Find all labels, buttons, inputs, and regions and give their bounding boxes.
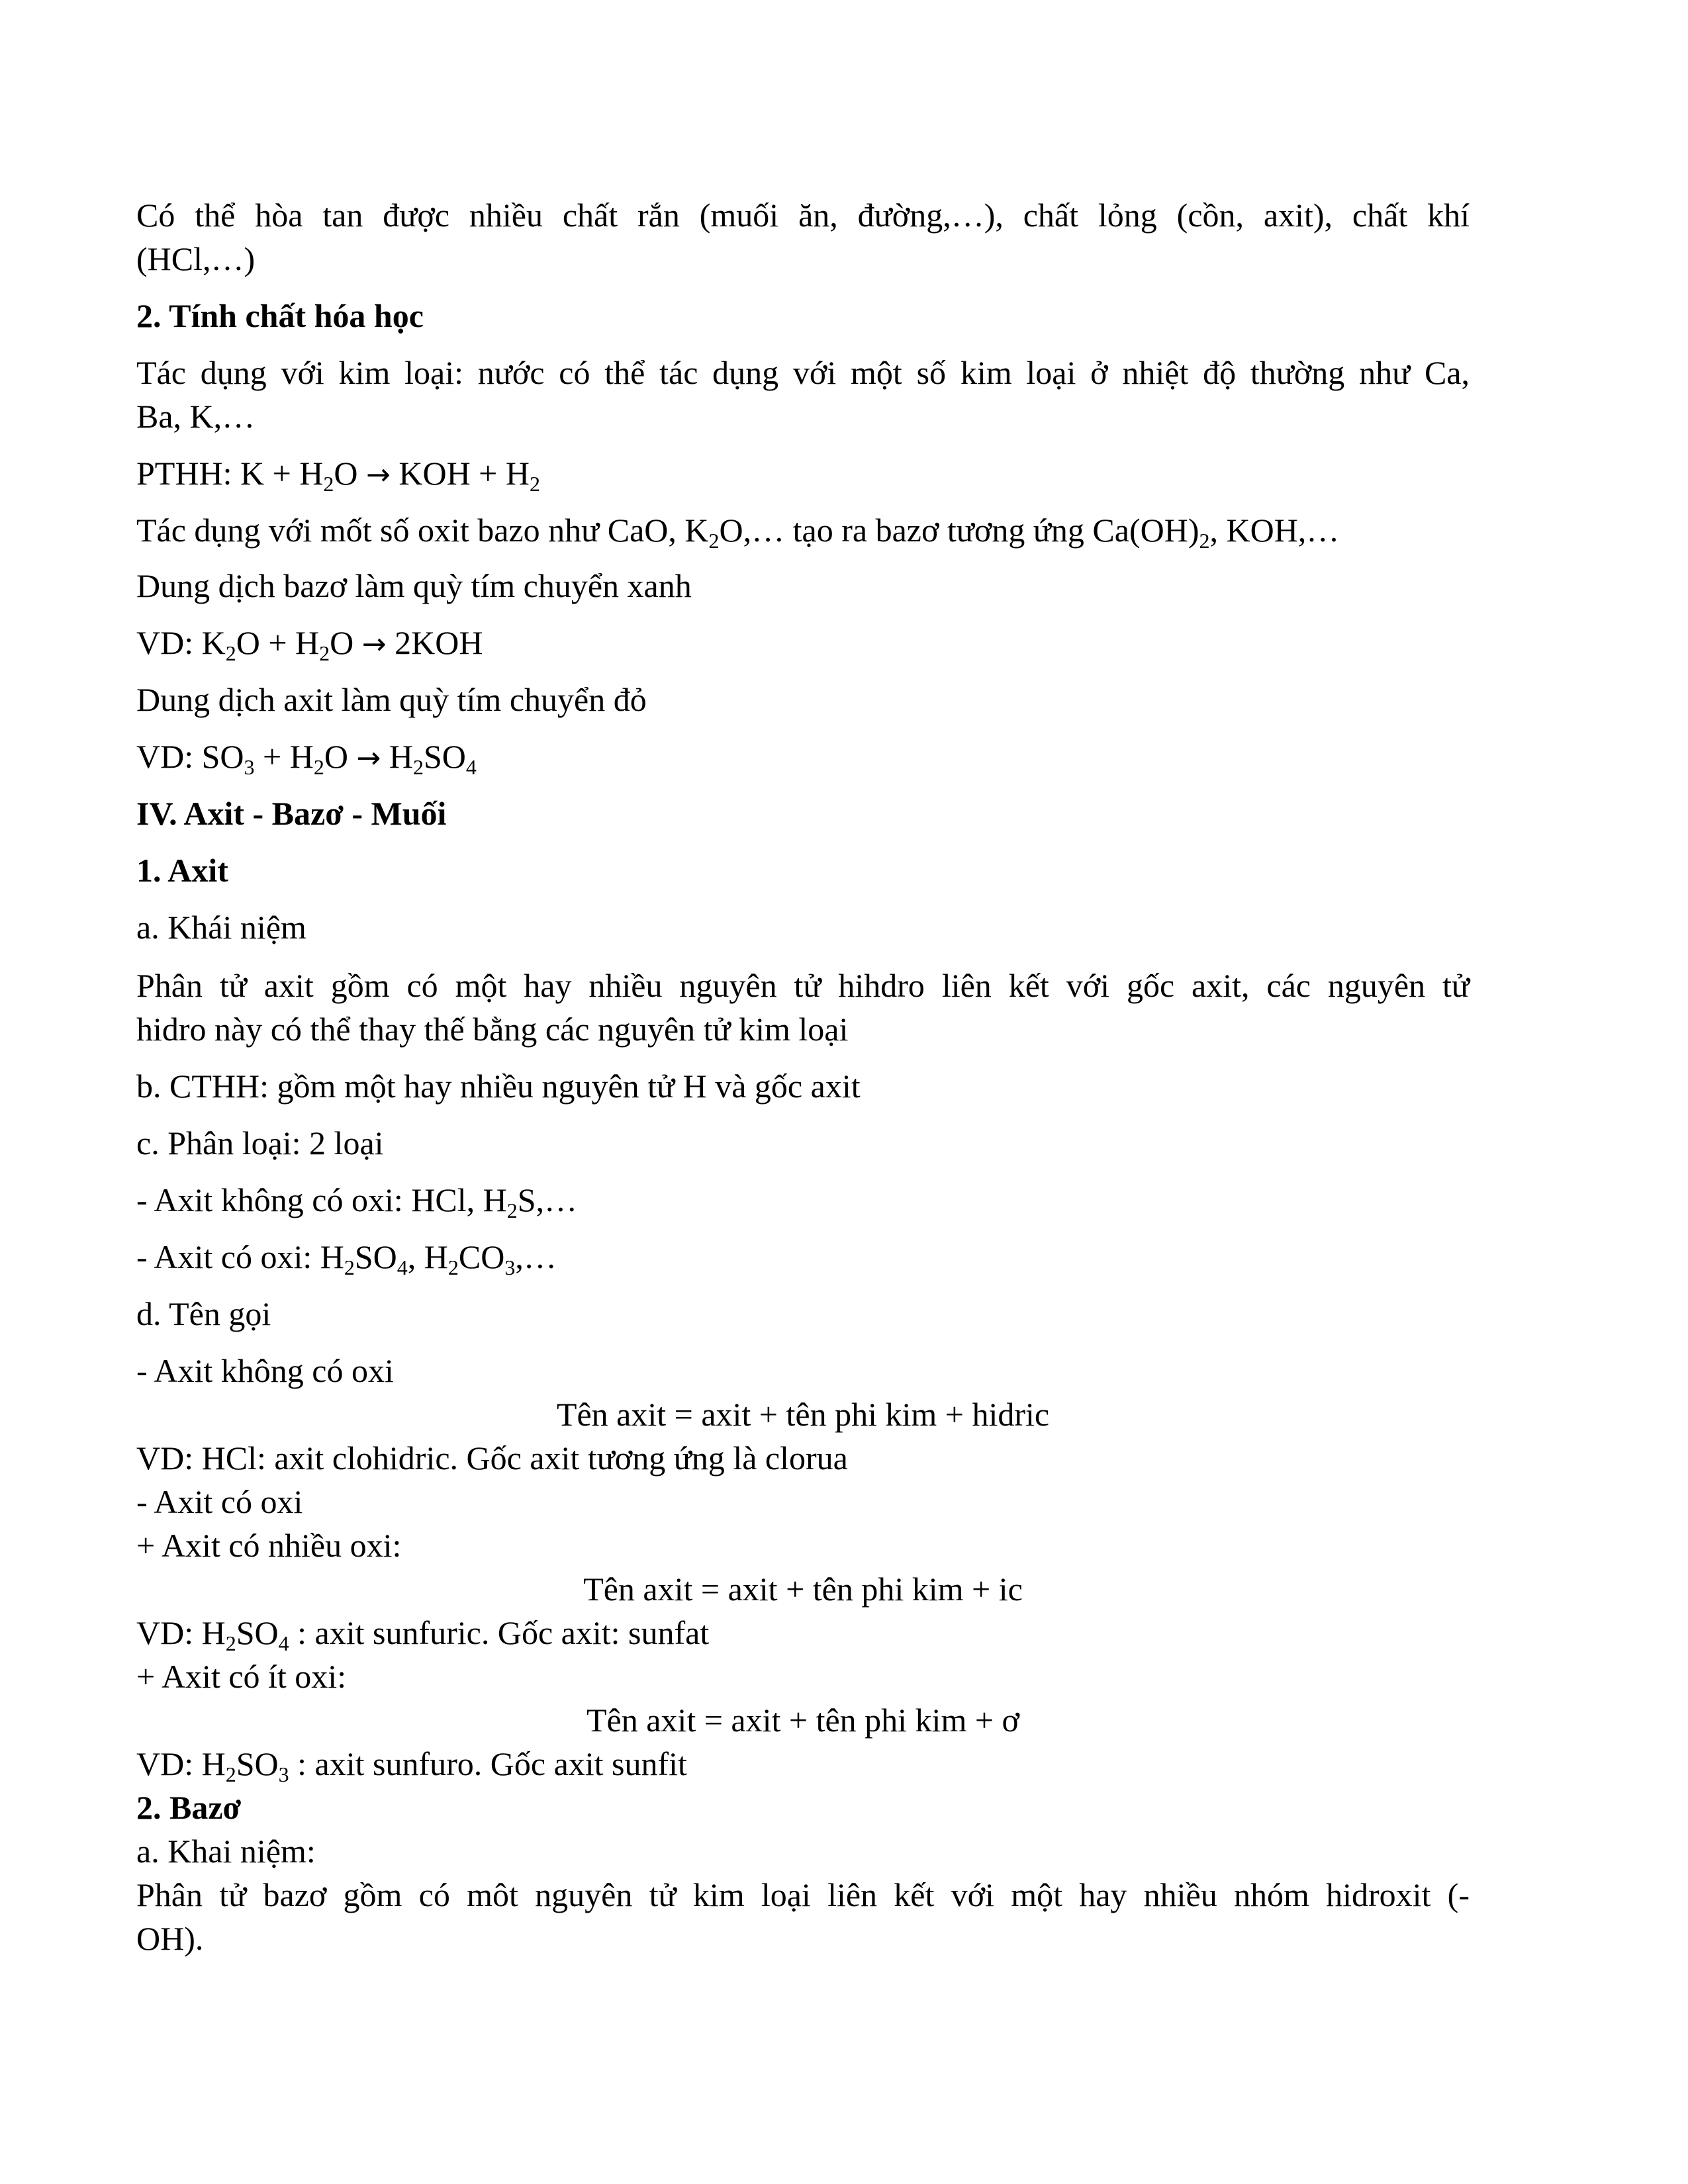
paragraph-line: Ba, K,… — [136, 398, 256, 435]
subscript: 4 — [397, 1255, 408, 1279]
subscript: 2 — [225, 1631, 236, 1655]
subscript: 3 — [278, 1762, 289, 1786]
text: O — [324, 738, 357, 775]
list-item: + Axit có nhiều oxi: — [136, 1527, 402, 1564]
text: ,… — [515, 1238, 557, 1275]
paragraph-line: Dung dịch bazơ làm quỳ tím chuyển xanh — [136, 567, 692, 604]
subscript: 2 — [708, 529, 720, 553]
arrow-icon: → — [361, 627, 387, 661]
text: KOH + H — [390, 455, 530, 492]
text: 2KOH — [386, 624, 483, 661]
list-item: - Axit không có oxi — [136, 1352, 394, 1389]
text: SO — [236, 1745, 279, 1782]
paragraph-line: OH). — [136, 1920, 204, 1957]
equation-line — [136, 621, 1470, 666]
text: H — [381, 738, 413, 775]
text: + H — [254, 738, 314, 775]
text: SO — [236, 1614, 279, 1651]
arrow-icon: → — [356, 741, 381, 775]
equation-line — [136, 451, 1470, 497]
text: VD: K — [136, 624, 226, 661]
text: - Axit có oxi: H — [136, 1238, 344, 1275]
subscript: 2 — [225, 1762, 236, 1786]
section-heading: 2. Tính chất hóa học — [136, 297, 424, 334]
paragraph-line: Tác dụng với kim loại: nước có thể tác dụng với một số kim loại ở nhiệt độ thường như Ca, — [136, 354, 1470, 391]
list-item: - Axit có oxi — [136, 1483, 303, 1520]
list-item — [136, 1235, 1470, 1279]
text: SO — [354, 1238, 397, 1275]
text: : axit sunfuro. Gốc axit sunfit — [289, 1745, 687, 1782]
subscript: 2 — [323, 472, 334, 496]
subscript: 2 — [530, 472, 540, 496]
paragraph-line: a. Khai niệm: — [136, 1833, 316, 1870]
equation-line — [136, 735, 1470, 780]
text: VD: H — [136, 1745, 226, 1782]
paragraph-line: Phân tử bazơ gồm có môt nguyên tử kim loại liên kết với một hay nhiều nhóm hidroxit (- — [136, 1876, 1470, 1913]
paragraph-line: d. Tên gọi — [136, 1295, 271, 1332]
arrow-icon: → — [365, 458, 391, 492]
naming-rule: Tên axit = axit + tên phi kim + ic — [583, 1570, 1023, 1608]
list-item — [136, 1178, 1470, 1222]
subscript: 3 — [244, 755, 255, 779]
text: , KOH,… — [1209, 512, 1340, 549]
text: O,… tạo ra bazơ tương ứng Ca(OH) — [719, 512, 1199, 549]
paragraph-line: (HCl,…) — [136, 240, 256, 277]
paragraph-line: Có thể hòa tan được nhiều chất rắn (muối ăn, đường,…), chất lỏng (cồn, axit), chất khí — [136, 197, 1470, 234]
paragraph-line: a. Khái niệm — [136, 909, 306, 946]
text: SO — [423, 738, 466, 775]
subscript: 2 — [1199, 529, 1210, 553]
naming-rule: Tên axit = axit + tên phi kim + ơ — [586, 1702, 1019, 1739]
paragraph-line: Dung dịch axit làm quỳ tím chuyển đỏ — [136, 681, 647, 718]
subscript: 4 — [278, 1631, 289, 1655]
subscript: 2 — [319, 641, 330, 665]
paragraph-line: Phân tử axit gồm có một hay nhiều nguyên tử hihdro liên kết với gốc axit, các nguyên tử — [136, 967, 1470, 1004]
text: - Axit không có oxi: HCl, H — [136, 1181, 507, 1218]
text: VD: SO — [136, 738, 244, 775]
subsection-heading: 2. Bazơ — [136, 1789, 242, 1826]
text: VD: H — [136, 1614, 226, 1651]
subscript: 2 — [313, 755, 324, 779]
paragraph-line — [136, 508, 1470, 552]
paragraph-line: c. Phân loại: 2 loại — [136, 1124, 384, 1161]
text: O + H — [236, 624, 320, 661]
text: Tác dụng với mốt số oxit bazo như CaO, K — [136, 512, 709, 549]
subsection-heading: 1. Axit — [136, 852, 228, 889]
text: : axit sunfuric. Gốc axit: sunfat — [289, 1614, 710, 1651]
subscript: 2 — [447, 1255, 459, 1279]
text: O — [330, 624, 362, 661]
list-item: + Axit có ít oxi: — [136, 1658, 347, 1695]
paragraph-line: b. CTHH: gồm một hay nhiều nguyên tử H và gốc axit — [136, 1068, 861, 1105]
text: S,… — [517, 1181, 578, 1218]
text: CO — [458, 1238, 505, 1275]
subscript: 2 — [412, 755, 424, 779]
text: O — [334, 455, 366, 492]
section-heading: IV. Axit - Bazơ - Muối — [136, 795, 447, 832]
text: PTHH: K + H — [136, 455, 324, 492]
subscript: 2 — [225, 641, 236, 665]
paragraph-line: VD: HCl: axit clohidric. Gốc axit tương ứng là clorua — [136, 1439, 848, 1477]
paragraph-line — [136, 1742, 1470, 1786]
subscript: 3 — [504, 1255, 516, 1279]
paragraph-line — [136, 1611, 1470, 1655]
text: , H — [407, 1238, 448, 1275]
subscript: 2 — [506, 1199, 518, 1222]
paragraph-line: hidro này có thể thay thế bằng các nguyên tử kim loại — [136, 1011, 849, 1048]
subscript: 4 — [465, 755, 477, 779]
subscript: 2 — [344, 1255, 355, 1279]
naming-rule: Tên axit = axit + tên phi kim + hidric — [556, 1396, 1050, 1433]
